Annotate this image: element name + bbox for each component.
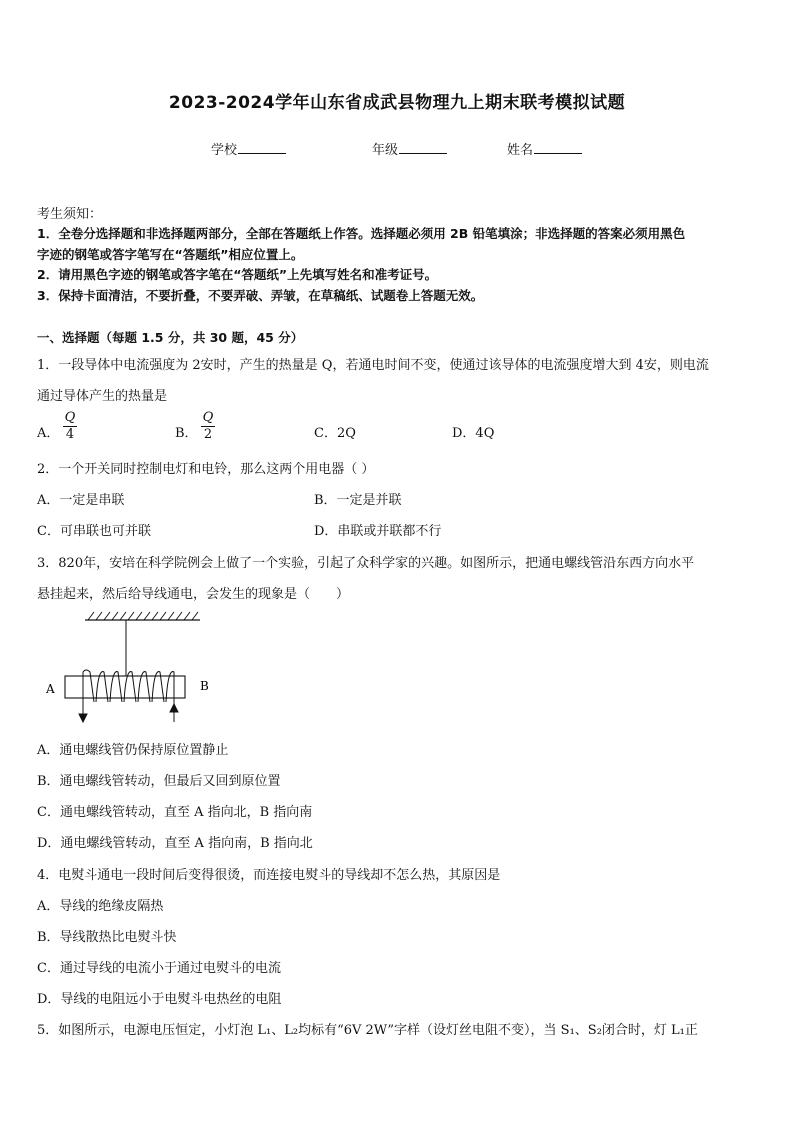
school-blank[interactable] [238, 141, 286, 154]
q3-option-c: C．通电螺线管转动，直至 A 指向北，B 指向南 [37, 805, 313, 820]
solenoid-diagram [40, 608, 240, 728]
q4-option-b: B．导线散热比电熨斗快 [37, 930, 177, 945]
q1-option-b-label: B． [175, 426, 198, 441]
q1-a-denominator: 4 [65, 427, 75, 442]
school-field[interactable] [211, 139, 286, 158]
q2-stem: 2．一个开关同时控制电灯和电铃，那么这两个用电器（ ） [37, 462, 375, 477]
q1-b-denominator: 2 [203, 427, 213, 442]
q3-stem-line2: 悬挂起来，然后给导线通电，会发生的现象是（ ） [37, 587, 350, 602]
q1-a-numerator: Q [64, 410, 76, 425]
ceiling-hatch [88, 612, 198, 620]
q1-b-numerator: Q [202, 410, 214, 425]
q1-stem-line1: 1．一段导体中电流强度为 2安时，产生的热量是 Q，若通电时间不变，使通过该导体的电流强度增大到 4安，则电流 [37, 358, 709, 373]
q2-option-c: C．可串联也可并联 [37, 524, 151, 539]
q1-stem-line2: 通过导体产生的热量是 [37, 389, 168, 404]
q2-option-d: D．串联或并联都不行 [314, 524, 442, 539]
q1-option-d: D．4Q [452, 426, 495, 441]
label-b: B [200, 679, 209, 693]
name-label: 姓名 [507, 143, 534, 158]
notice-line-2: 字迹的钢笔或答字笔写在“答题纸”相应位置上。 [37, 247, 304, 262]
notice-line-3: 2．请用黑色字迹的钢笔或答字笔在“答题纸”上先填写姓名和准考证号。 [37, 267, 438, 282]
grade-field[interactable] [372, 139, 447, 158]
name-field[interactable] [507, 139, 582, 158]
grade-blank[interactable] [399, 141, 447, 154]
q4-option-a: A．导线的绝缘皮隔热 [37, 899, 164, 914]
q1-option-a-fraction [63, 410, 77, 443]
q4-stem: 4．电熨斗通电一段时间后变得很烫，而连接电熨斗的导线却不怎么热，其原因是 [37, 868, 501, 883]
notice-heading: 考生须知： [37, 207, 103, 222]
notice-line-1: 1．全卷分选择题和非选择题两部分，全部在答题纸上作答。选择题必须用 2B 铅笔填涂；非选择题的答案必须用黑色 [37, 226, 686, 241]
q3-option-b: B．通电螺线管转动，但最后又回到原位置 [37, 774, 281, 789]
label-a: A [46, 682, 55, 696]
school-label: 学校 [211, 143, 238, 158]
q1-option-b-fraction [201, 410, 215, 443]
name-blank[interactable] [534, 141, 582, 154]
q5-stem: 5．如图所示，电源电压恒定，小灯泡 L₁、L₂均标有“6V 2W”字样（设灯丝电阻不变），当 S₁、S₂闭合时，灯 L₁正 [37, 1023, 698, 1038]
q3-option-d: D．通电螺线管转动，直至 A 指向南，B 指向北 [37, 836, 313, 851]
current-arrows [79, 704, 178, 722]
q4-option-c: C．通过导线的电流小于通过电熨斗的电流 [37, 961, 281, 976]
q3-stem-line1: 3．820年，安培在科学院例会上做了一个实验，引起了众科学家的兴趣。如图所示，把通电螺线管沿东西方向水平 [37, 556, 695, 571]
q1-option-a-label: A． [37, 426, 60, 441]
q4-option-d: D．导线的电阻远小于电熨斗电热丝的电阻 [37, 992, 282, 1007]
section-heading: 一、选择题（每题 1.5 分，共 30 题，45 分） [37, 330, 304, 345]
q2-option-a: A．一定是串联 [37, 493, 125, 508]
notice-line-4: 3．保持卡面清洁，不要折叠，不要弄破、弄皱，在草稿纸、试题卷上答题无效。 [37, 288, 484, 303]
page-title: 2023-2024学年山东省成武县物理九上期末联考模拟试题 [168, 93, 626, 113]
q1-option-c: C．2Q [314, 426, 356, 441]
q3-option-a: A．通电螺线管仍保持原位置静止 [37, 743, 229, 758]
grade-label: 年级 [372, 143, 399, 158]
q2-option-b: B．一定是并联 [314, 493, 402, 508]
